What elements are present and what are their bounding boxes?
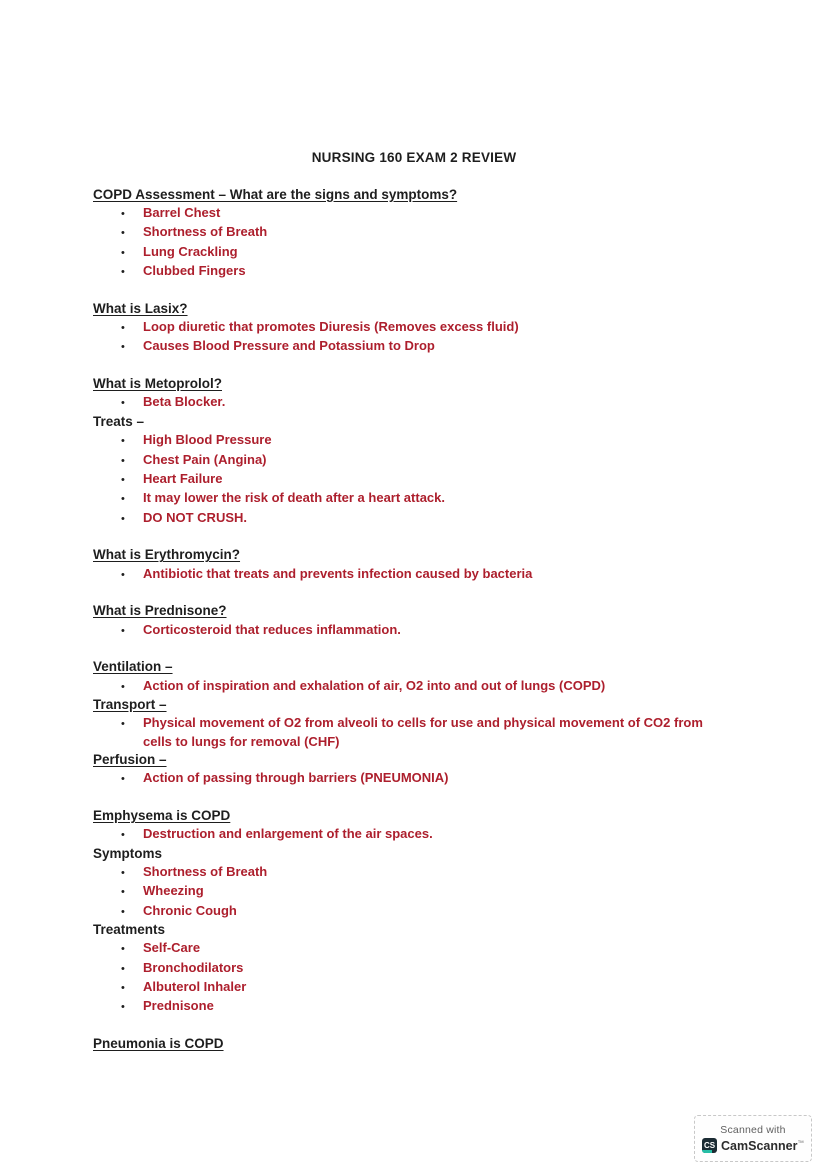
camscanner-app-name (721, 1139, 804, 1153)
bullet-item (93, 939, 735, 958)
section-heading: Treats – (93, 413, 145, 429)
bullet-text: Beta Blocker. (143, 394, 226, 410)
bullet-text: Barrel Chest (143, 205, 221, 221)
bullet-icon: • (121, 454, 125, 467)
bullet-text: Lung Crackling (143, 243, 238, 259)
bullet-item (93, 882, 735, 901)
bullet-item (93, 825, 735, 844)
section-heading: What is Prednisone? (93, 603, 227, 619)
document-section (93, 807, 735, 1017)
bullet-icon: • (121, 473, 125, 486)
scanned-with-label: Scanned with (720, 1124, 786, 1136)
bullet-item (93, 863, 735, 882)
document-page (93, 149, 735, 1072)
bullet-text: Antibiotic that treats and prevents infection caused by bacteria (143, 565, 533, 581)
bullet-icon: • (121, 266, 125, 279)
bullet-text: Physical movement of O2 from alveoli to cells for use and physical movement of CO2 from cells to lungs for removal (CHF) (143, 715, 703, 749)
document-title: NURSING 160 EXAM 2 REVIEW (311, 150, 517, 165)
bullet-text: Self-Care (143, 940, 201, 956)
bullet-icon: • (121, 512, 125, 525)
document-section (93, 300, 735, 357)
bullet-icon: • (121, 1001, 125, 1014)
document-section (93, 1035, 735, 1053)
bullet-item (93, 337, 735, 356)
document-section (93, 658, 735, 788)
section-heading: Perfusion – (93, 752, 167, 767)
document-section (93, 546, 735, 584)
section-heading: Symptoms (93, 845, 163, 861)
bullet-item (93, 997, 735, 1016)
bullet-icon: • (121, 341, 125, 354)
bullet-item (93, 223, 735, 242)
bullet-item (93, 431, 735, 450)
bullet-text: Causes Blood Pressure and Potassium to Drop (143, 338, 435, 354)
section-heading: Treatments (93, 922, 166, 938)
camscanner-brand-row (702, 1138, 804, 1153)
bullet-text: Chronic Cough (143, 902, 237, 918)
bullet-item (93, 393, 735, 412)
bullet-text: Prednisone (143, 998, 214, 1014)
bullet-text: Loop diuretic that promotes Diuresis (Removes excess fluid) (143, 319, 519, 335)
bullet-icon: • (121, 397, 125, 410)
bullet-icon: • (121, 773, 125, 786)
bullet-text: Shortness of Breath (143, 224, 268, 240)
section-heading: What is Lasix? (93, 300, 188, 316)
bullet-text: Wheezing (143, 883, 204, 899)
bullet-icon: • (121, 718, 125, 731)
bullet-item (93, 565, 735, 584)
section-heading: Emphysema is COPD (93, 808, 231, 824)
bullet-item (93, 204, 735, 223)
bullet-text: DO NOT CRUSH. (143, 509, 247, 525)
bullet-item (93, 621, 735, 640)
bullet-text: Shortness of Breath (143, 864, 268, 880)
section-heading: What is Erythromycin? (93, 547, 241, 563)
document-section (93, 186, 735, 282)
bullet-icon: • (121, 227, 125, 240)
bullet-icon: • (121, 962, 125, 975)
section-heading: Transport – (93, 696, 167, 712)
bullet-icon: • (121, 246, 125, 259)
bullet-icon: • (121, 680, 125, 693)
bullet-icon: • (121, 867, 125, 880)
bullet-item (93, 262, 735, 281)
bullet-icon: • (121, 982, 125, 995)
bullet-item (93, 902, 735, 921)
bullet-text: Corticosteroid that reduces inflammation. (143, 621, 401, 637)
document-section (93, 375, 735, 528)
bullet-item (93, 959, 735, 978)
bullet-icon: • (121, 624, 125, 637)
bullet-icon: • (121, 568, 125, 581)
bullet-text: Destruction and enlargement of the air spaces. (143, 826, 433, 842)
bullet-item (93, 470, 735, 489)
bullet-text: Bronchodilators (143, 959, 244, 975)
section-heading: What is Metoprolol? (93, 376, 222, 392)
camscanner-app-name-text: CamScanner (721, 1138, 798, 1153)
bullet-item (93, 769, 735, 788)
bullet-text: Chest Pain (Angina) (143, 451, 267, 467)
bullet-item (93, 318, 735, 337)
section-heading: COPD Assessment – What are the signs and symptoms? (93, 186, 458, 202)
bullet-icon: • (121, 435, 125, 448)
bullet-item (93, 978, 735, 997)
bullet-item (93, 451, 735, 470)
bullet-icon: • (121, 322, 125, 335)
bullet-text: Action of inspiration and exhalation of air, O2 into and out of lungs (COPD) (143, 677, 606, 693)
bullet-item (93, 509, 735, 528)
bullet-item (93, 714, 735, 751)
bullet-text: Clubbed Fingers (143, 263, 246, 279)
camscanner-logo-icon: CS (702, 1138, 717, 1153)
bullet-text: Albuterol Inhaler (143, 979, 247, 995)
document-body (93, 186, 735, 1054)
bullet-icon: • (121, 905, 125, 918)
bullet-text: It may lower the risk of death after a heart attack. (143, 490, 445, 506)
bullet-icon: • (121, 943, 125, 956)
document-section (93, 602, 735, 640)
bullet-item (93, 677, 735, 696)
bullet-icon: • (121, 208, 125, 221)
bullet-icon: • (121, 829, 125, 842)
bullet-icon: • (121, 886, 125, 899)
section-heading: Ventilation – (93, 659, 173, 675)
bullet-text: Heart Failure (143, 470, 223, 486)
trademark-symbol: ™ (797, 1139, 804, 1147)
bullet-icon: • (121, 493, 125, 506)
section-heading: Pneumonia is COPD (93, 1036, 224, 1052)
bullet-item (93, 243, 735, 262)
camscanner-badge (694, 1115, 812, 1162)
bullet-text: High Blood Pressure (143, 432, 272, 448)
bullet-text: Action of passing through barriers (PNEUMONIA) (143, 770, 449, 786)
bullet-item (93, 489, 735, 508)
